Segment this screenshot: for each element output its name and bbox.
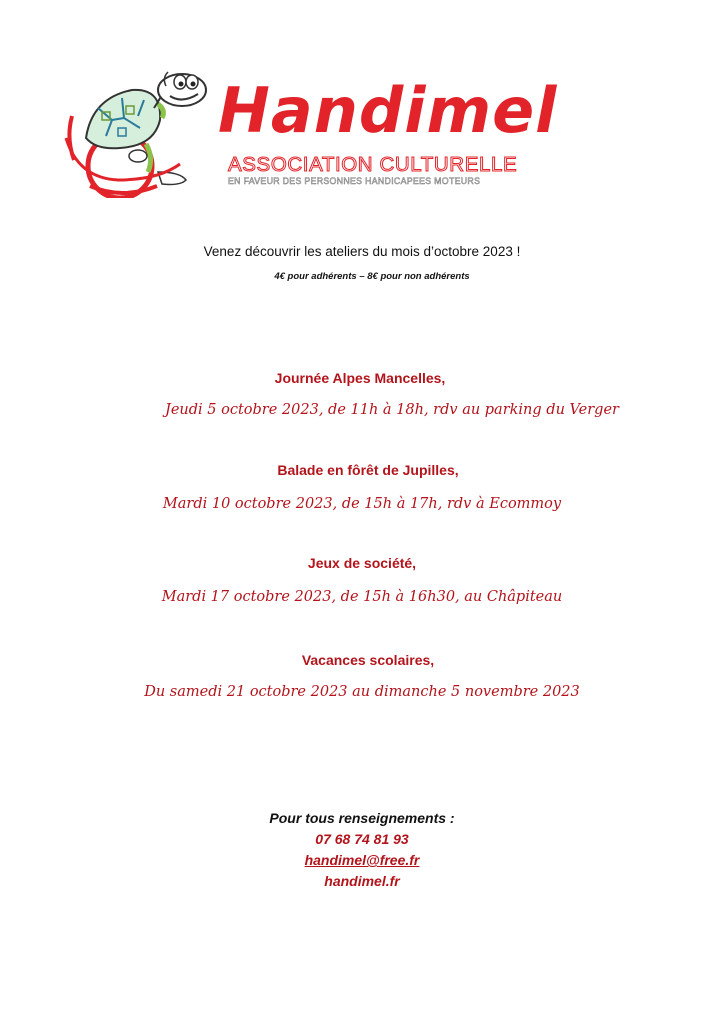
price-info: 4€ pour adhérents – 8€ pour non adhérents bbox=[274, 271, 470, 282]
event-detail: Mardi 17 octobre 2023, de 15h à 16h30, au Châpiteau bbox=[161, 589, 563, 605]
event-title: Jeux de société, bbox=[307, 555, 417, 571]
event-detail: Mardi 10 octobre 2023, de 15h à 17h, rdv à Ecommoy bbox=[162, 496, 562, 512]
intro-headline: Venez découvrir les ateliers du mois d’octobre 2023 ! bbox=[203, 244, 521, 259]
event-title: Journée Alpes Mancelles, bbox=[274, 370, 446, 386]
contact-email-link[interactable]: handimel@free.fr bbox=[304, 852, 420, 868]
handimel-logo bbox=[62, 68, 642, 198]
event-detail: Du samedi 21 octobre 2023 au dimanche 5 novembre 2023 bbox=[144, 684, 580, 700]
event-title: Balade en fôrêt de Jupilles, bbox=[277, 462, 459, 478]
logo-name: Handimel bbox=[218, 74, 558, 147]
event-title: Vacances scolaires, bbox=[301, 652, 435, 668]
contact-phone[interactable]: 07 68 74 81 93 bbox=[315, 831, 409, 847]
contact-heading: Pour tous renseignements : bbox=[269, 810, 455, 826]
event-detail: Jeudi 5 octobre 2023, de 11h à 18h, rdv au parking du Verger bbox=[165, 402, 619, 418]
logo-tagline: EN FAVEUR DES PERSONNES HANDICAPEES MOTEURS bbox=[228, 176, 481, 186]
turtle-wheelchair-icon bbox=[62, 68, 212, 198]
logo-subtitle: ASSOCIATION CULTURELLE bbox=[228, 153, 518, 176]
contact-website-link[interactable]: handimel.fr bbox=[324, 873, 400, 889]
